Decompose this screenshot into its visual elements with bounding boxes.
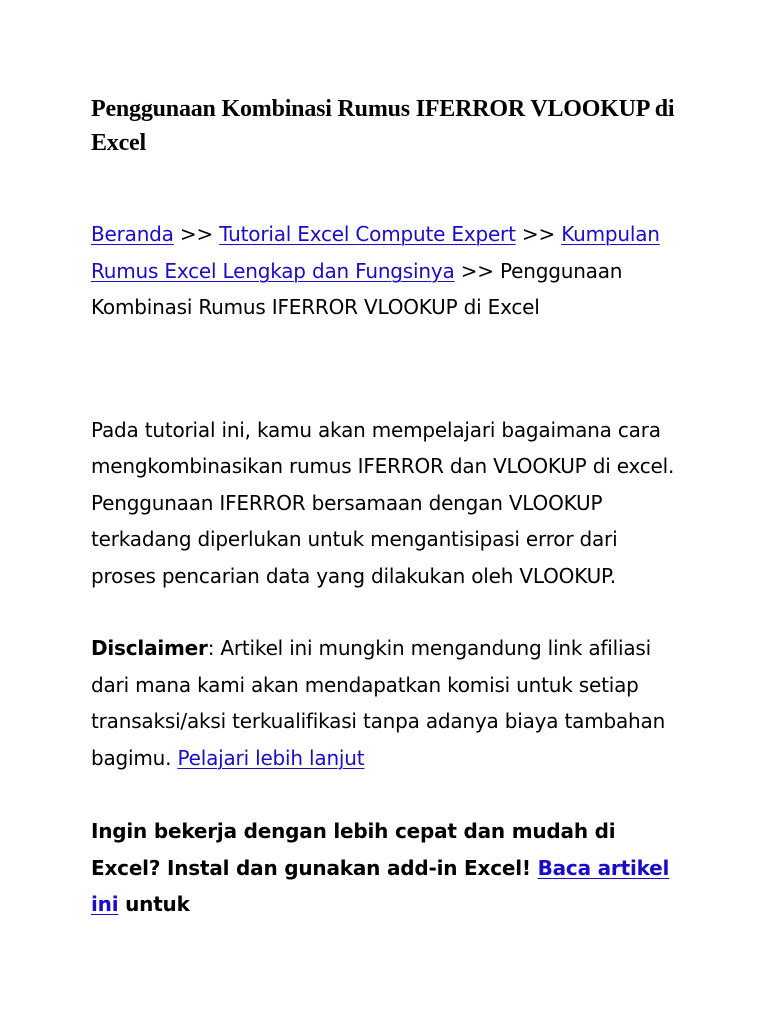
promo-text: Ingin bekerja dengan lebih cepat dan mudah di Excel? Instal dan gunakan add-in Excel!: [91, 819, 616, 880]
breadcrumb-separator: >>: [179, 222, 214, 246]
breadcrumb-separator: >>: [460, 258, 494, 283]
breadcrumb: [91, 216, 678, 326]
breadcrumb-link-home[interactable]: Beranda: [91, 222, 174, 246]
breadcrumb-separator: >>: [521, 222, 556, 246]
read-article-link[interactable]: Baca artikel ini: [91, 855, 670, 916]
disclaimer-paragraph: [91, 630, 678, 776]
breadcrumb-current: Penggunaan Kombinasi Rumus IFERROR VLOOKUP di Excel: [91, 258, 623, 319]
learn-more-link[interactable]: Pelajari lebih lanjut: [177, 745, 365, 770]
promo-trailing-text: untuk: [118, 892, 190, 916]
breadcrumb-link-kumpulan-rumus[interactable]: Kumpulan Rumus Excel Lengkap dan Fungsinya: [91, 222, 660, 283]
page-title: Penggunaan Kombinasi Rumus IFERROR VLOOKUP di Excel: [91, 96, 675, 156]
promo-paragraph: [91, 813, 678, 923]
intro-paragraph: Pada tutorial ini, kamu akan mempelajari bagaimana cara mengkombinasikan rumus IFERROR dan VLOOKUP di excel. Penggunaan IFERROR bersamaan dengan VLOOKUP terkadang diperlukan untuk mengantisipasi error dari proses pencarian data yang dilakukan oleh VLOOKUP.: [91, 417, 675, 588]
breadcrumb-link-tutorial[interactable]: Tutorial Excel Compute Expert: [219, 222, 516, 246]
disclaimer-label: Disclaimer: [91, 636, 208, 660]
disclaimer-text: : Artikel ini mungkin mengandung link afiliasi dari mana kami akan mendapatkan komisi untuk setiap transaksi/aksi terkualifikasi tanpa adanya biaya tambahan bagimu.: [91, 636, 666, 770]
